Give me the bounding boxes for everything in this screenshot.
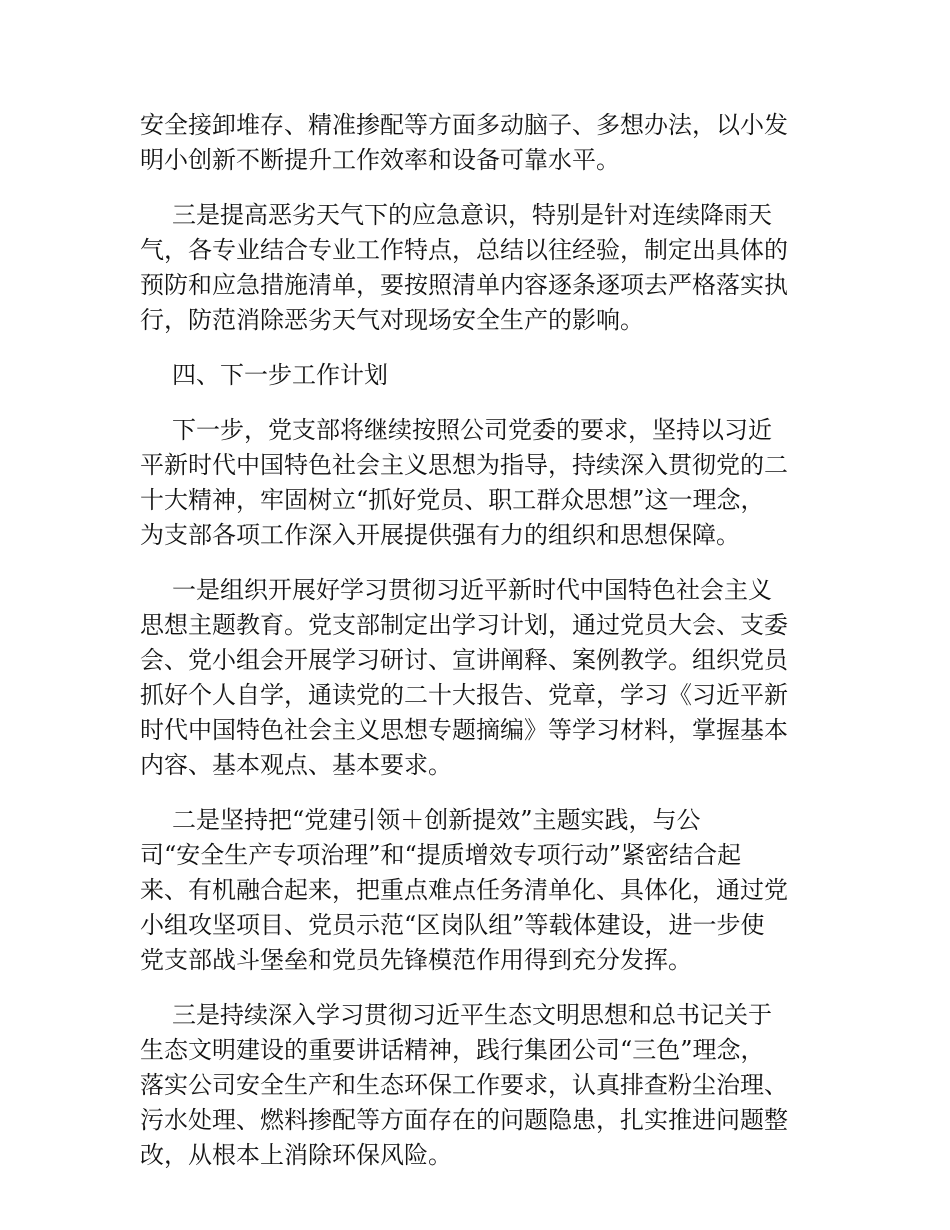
- text-line: 改，从根本上消除环保风险。: [140, 1141, 452, 1169]
- text-line: 生态文明建设的重要讲话精神，践行集团公司“三色”理念，: [140, 1036, 765, 1064]
- text-line: 污水处理、燃料掺配等方面存在的问题隐患，扎实推进问题整: [140, 1106, 788, 1134]
- paragraph-theme-education: [140, 573, 810, 783]
- text-line: 小组攻坚项目、党员示范“区岗队组”等载体建设，进一步使: [140, 911, 765, 939]
- paragraph-continuation: [140, 108, 810, 178]
- text-line: 会、党小组会开展学习研讨、宣讲阐释、案例教学。组织党员: [140, 646, 788, 674]
- text-line: 落实公司安全生产和生态环保工作要求，认真排查粉尘治理、: [140, 1071, 788, 1099]
- text-line: 明小创新不断提升工作效率和设备可靠水平。: [140, 146, 620, 174]
- paragraph-ecology: [140, 998, 810, 1173]
- text-line: 为支部各项工作深入开展提供强有力的组织和思想保障。: [140, 521, 740, 549]
- text-line: 来、有机融合起来，把重点难点任务清单化、具体化，通过党: [140, 876, 788, 904]
- text-line: 行，防范消除恶劣天气对现场安全生产的影响。: [140, 306, 644, 334]
- paragraph-next-step: [140, 413, 810, 553]
- document-body: [140, 108, 810, 1193]
- text-line: 思想主题教育。党支部制定出学习计划，通过党员大会、支委: [140, 611, 788, 639]
- text-line: 抓好个人自学，通读党的二十大报告、党章，学习《习近平新: [140, 681, 788, 709]
- text-line: 三是持续深入学习贯彻习近平生态文明思想和总书记关于: [172, 1001, 772, 1029]
- text-line: 党支部战斗堡垒和党员先锋模范作用得到充分发挥。: [140, 946, 692, 974]
- text-line: 平新时代中国特色社会主义思想为指导，持续深入贯彻党的二: [140, 451, 788, 479]
- text-line: 时代中国特色社会主义思想专题摘编》等学习材料，掌握基本: [140, 716, 788, 744]
- section-heading: 四、下一步工作计划: [172, 361, 388, 389]
- text-line: 气，各专业结合专业工作特点，总结以往经验，制定出具体的: [140, 236, 788, 264]
- text-line: 预防和应急措施清单，要按照清单内容逐条逐项去严格落实执: [140, 271, 788, 299]
- text-line: 二是坚持把“党建引领＋创新提效”主题实践，与公: [172, 806, 701, 834]
- text-line: 安全接卸堆存、精准掺配等方面多动脑子、多想办法，以小发: [140, 111, 788, 139]
- paragraph-weather-emergency: [140, 198, 810, 338]
- text-line: 十大精神，牢固树立“抓好党员、职工群众思想”这一理念，: [140, 486, 765, 514]
- paragraph-party-building: [140, 803, 810, 978]
- text-line: 一是组织开展好学习贯彻习近平新时代中国特色社会主义: [172, 576, 772, 604]
- text-line: 内容、基本观点、基本要求。: [140, 751, 452, 779]
- text-line: 三是提高恶劣天气下的应急意识，特别是针对连续降雨天: [172, 201, 772, 229]
- text-line: 司“安全生产专项治理”和“提质增效专项行动”紧密结合起: [140, 841, 742, 869]
- text-line: 下一步，党支部将继续按照公司党委的要求，坚持以习近: [172, 416, 772, 444]
